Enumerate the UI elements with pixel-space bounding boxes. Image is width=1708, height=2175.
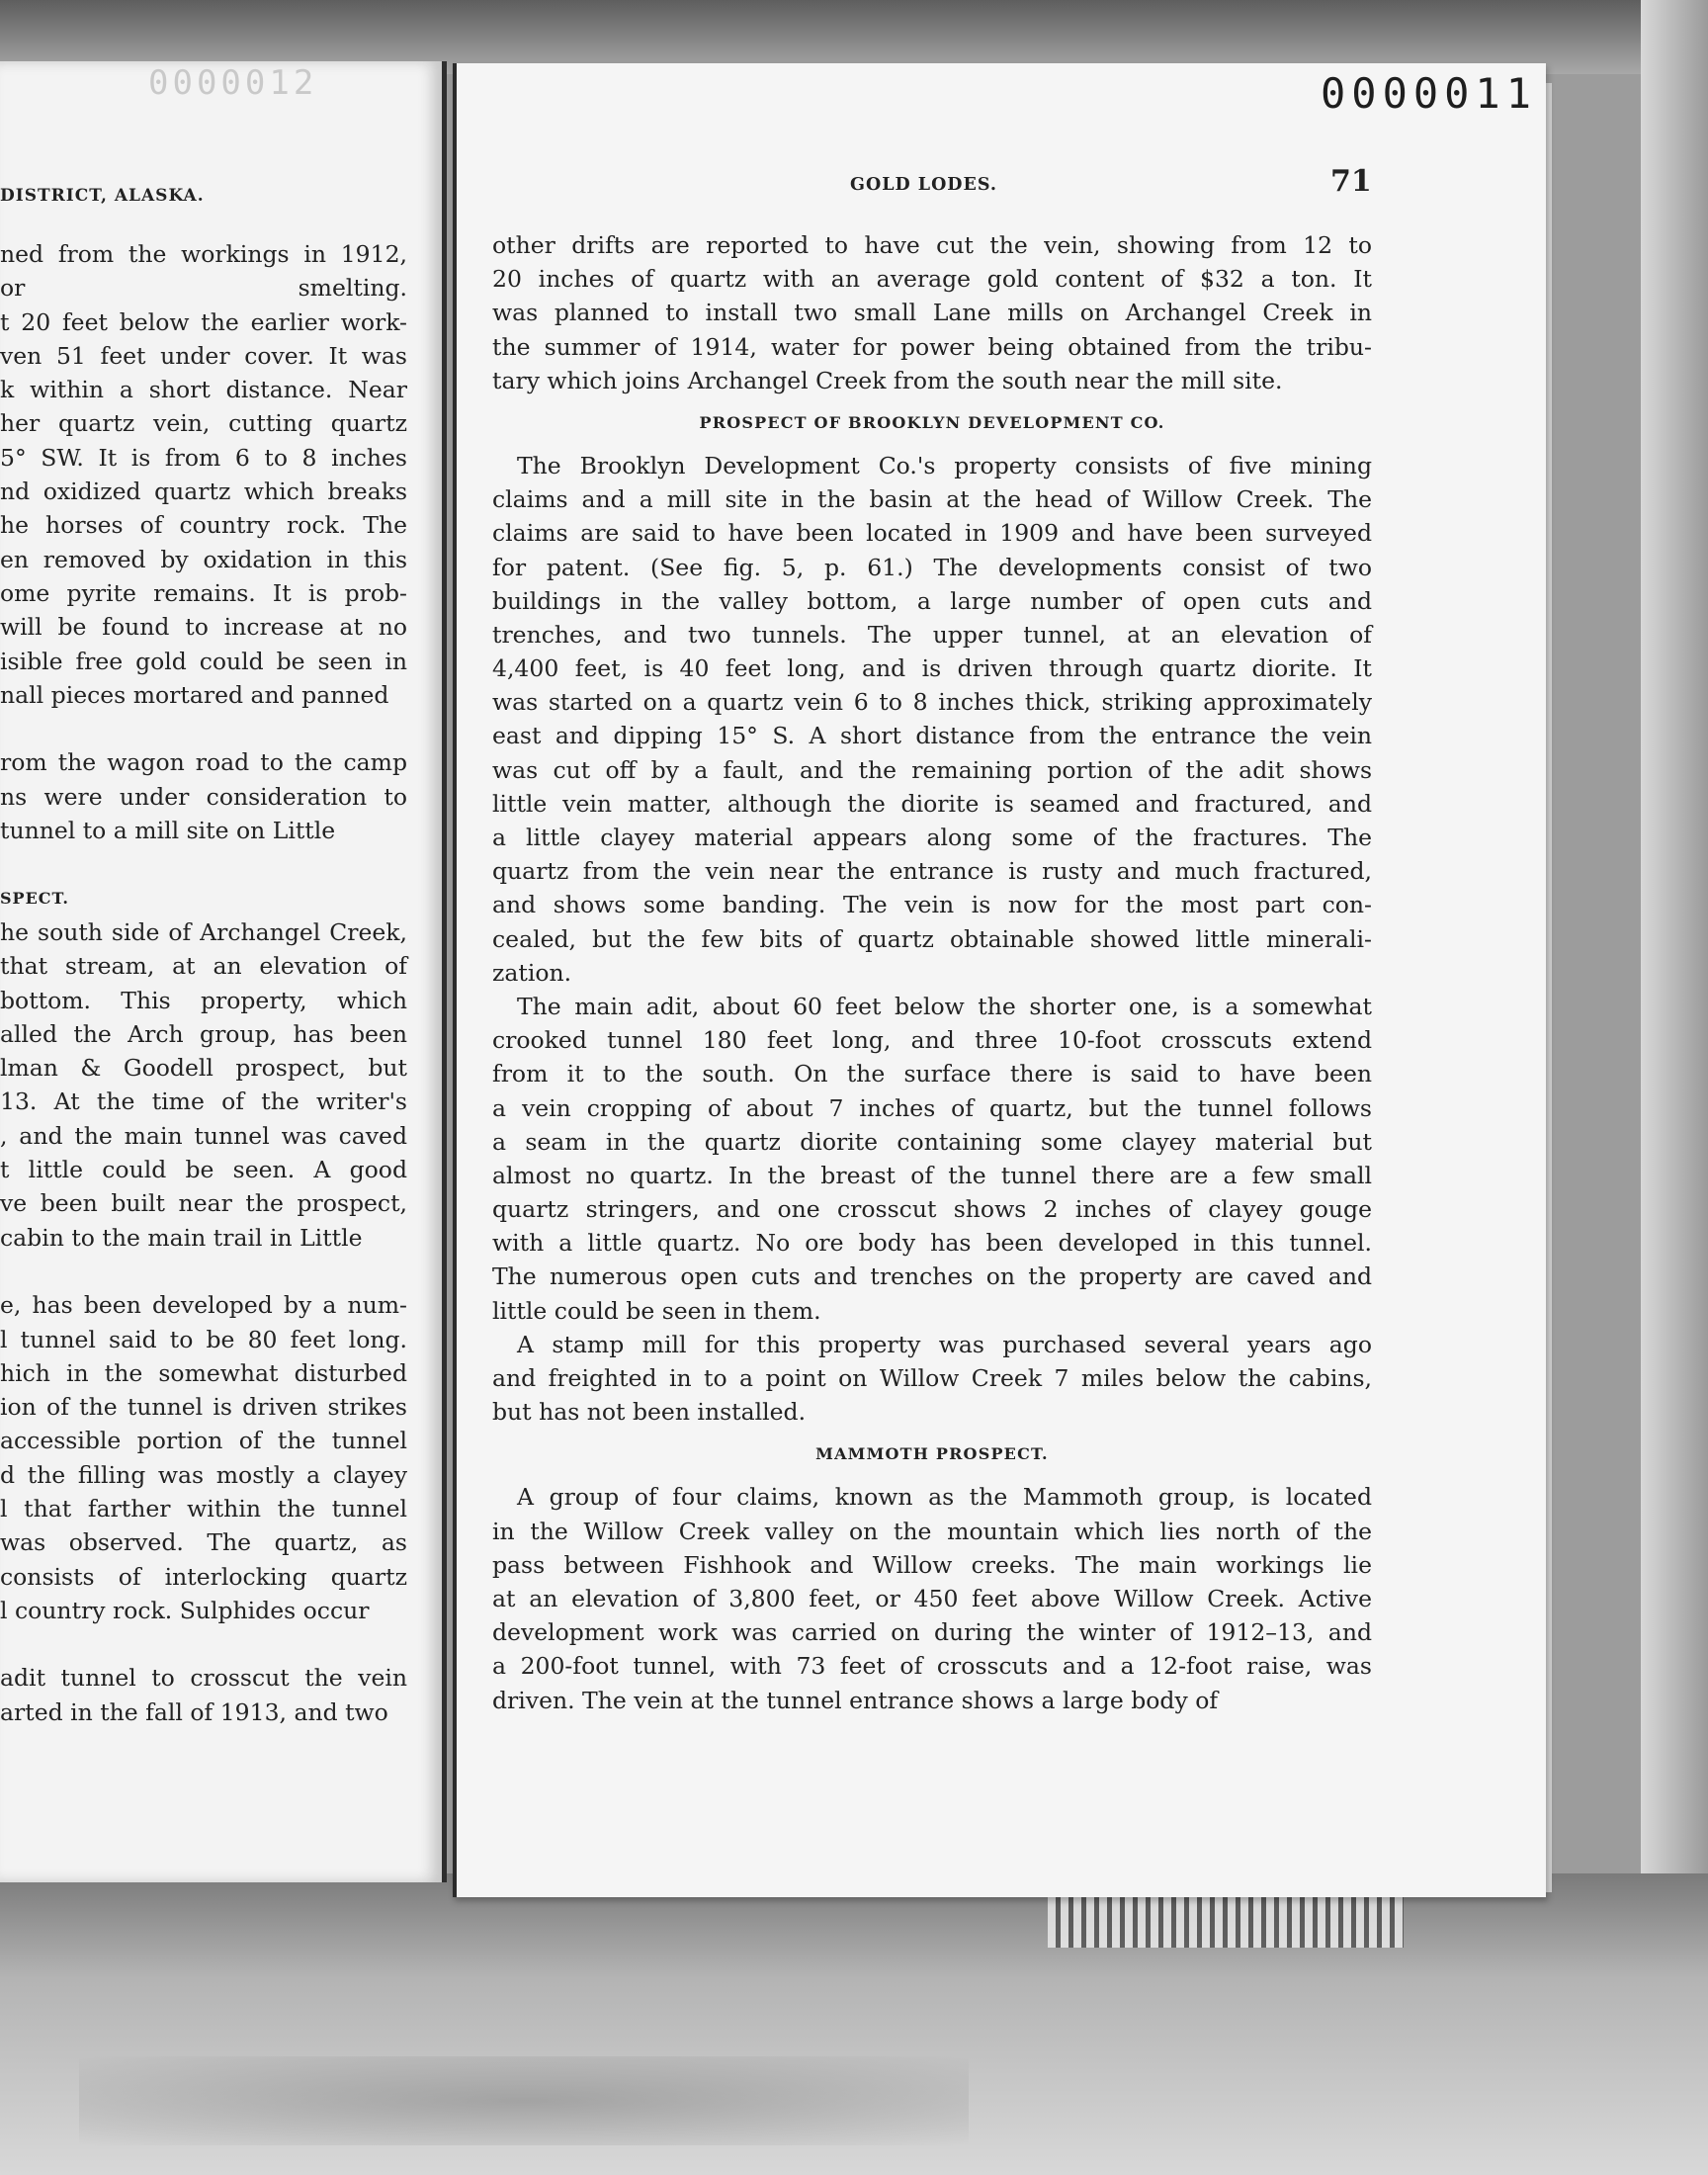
- left-text-line: accessible portion of the tunnel: [0, 1427, 407, 1455]
- text-line: claims and a mill site in the basin at the head of Willow Creek. The: [492, 485, 1372, 514]
- left-text-line: t 20 feet below the earlier work-: [0, 307, 407, 336]
- text-line: from it to the south. On the surface there is said to have been: [492, 1060, 1372, 1088]
- left-text-line: her quartz vein, cutting quartz: [0, 409, 407, 438]
- text-line: a 200-foot tunnel, with 73 feet of crosscuts and a 12-foot raise, was: [492, 1652, 1372, 1681]
- text-line: The Brooklyn Development Co.'s property consists of five mining: [517, 451, 1372, 479]
- right-page: [453, 63, 1546, 1897]
- left-text-line: consists of interlocking quartz: [0, 1562, 407, 1591]
- left-text-line: adit tunnel to crosscut the vein: [0, 1664, 407, 1693]
- text-line: crooked tunnel 180 feet long, and three 10-foot crosscuts extend: [492, 1026, 1372, 1055]
- text-line: a little clayey material appears along some of the fractures. The: [492, 824, 1372, 851]
- left-text-line: hich in the somewhat disturbed: [0, 1358, 407, 1387]
- text-line: little vein matter, although the diorite is seamed and fractured, and: [492, 789, 1372, 818]
- page-body-text: [492, 228, 1372, 1717]
- text-line: was planned to install two small Lane mills on Archangel Creek in: [492, 299, 1372, 327]
- text-line: other drifts are reported to have cut the vein, showing from 12 to: [492, 231, 1372, 259]
- text-line: east and dipping 15° S. A short distance from the entrance the vein: [492, 722, 1372, 750]
- left-text-line: 13. At the time of the writer's: [0, 1088, 407, 1116]
- text-line: trenches, and two tunnels. The upper tunnel, at an elevation of: [492, 620, 1372, 649]
- left-text-line: arted in the fall of 1913, and two: [0, 1697, 388, 1726]
- left-page-text: [0, 237, 407, 1729]
- text-line: tary which joins Archangel Creek from the south near the mill site.: [492, 366, 1283, 394]
- left-text-line: l that farther within the tunnel: [0, 1494, 407, 1522]
- running-head: GOLD LODES.: [850, 175, 997, 195]
- text-line: The main adit, about 60 feet below the shorter one, is a somewhat: [517, 992, 1372, 1020]
- scanner-background-right: [1641, 0, 1708, 1928]
- text-line: almost no quartz. In the breast of the tunnel there are a few small: [492, 1161, 1372, 1189]
- text-line: A group of four claims, known as the Mammoth group, is located: [517, 1483, 1372, 1512]
- left-text-line: isible free gold could be seen in: [0, 647, 407, 675]
- left-text-line: d the filling was mostly a clayey: [0, 1460, 407, 1489]
- left-text-line: k within a short distance. Near: [0, 376, 407, 404]
- section-heading: PROSPECT OF BROOKLYN DEVELOPMENT CO.: [699, 412, 1165, 432]
- left-text-line: he horses of country rock. The: [0, 511, 407, 540]
- left-text-line: 5° SW. It is from 6 to 8 inches: [0, 443, 407, 472]
- left-page: [0, 61, 447, 1882]
- section-heading: MAMMOTH PROSPECT.: [815, 1444, 1049, 1464]
- left-text-line: ned from the workings in 1912,: [0, 240, 407, 268]
- left-text-line: he south side of Archangel Creek,: [0, 917, 407, 946]
- left-text-line: l country rock. Sulphides occur: [0, 1596, 370, 1624]
- left-text-line: l tunnel said to be 80 feet long.: [0, 1325, 407, 1353]
- text-line: and freighted in to a point on Willow Creek 7 miles below the cabins,: [492, 1364, 1372, 1392]
- text-line: buildings in the valley bottom, a large number of open cuts and: [492, 586, 1372, 615]
- text-line: A stamp mill for this property was purchased several years ago: [517, 1330, 1372, 1358]
- left-text-line: nall pieces mortared and panned: [0, 680, 389, 709]
- blank-line: [0, 712, 407, 745]
- text-line: cealed, but the few bits of quartz obtainable showed little minerali-: [492, 924, 1372, 953]
- text-line: in the Willow Creek valley on the mountain which lies north of the: [492, 1517, 1372, 1545]
- scan-smudge: [79, 2056, 969, 2145]
- text-line: with a little quartz. No ore body has been developed in this tunnel.: [492, 1229, 1372, 1258]
- text-line: was started on a quartz vein 6 to 8 inches thick, striking approximately: [492, 688, 1372, 717]
- blank-line: [0, 847, 407, 881]
- left-text-line: tunnel to a mill site on Little: [0, 817, 336, 845]
- left-text-line: will be found to increase at no: [0, 613, 407, 642]
- left-text-line: e, has been developed by a num-: [0, 1291, 407, 1320]
- text-line: for patent. (See fig. 5, p. 61.) The developments consist of two: [492, 553, 1372, 581]
- text-line: at an elevation of 3,800 feet, or 450 feet above Willow Creek. Active: [492, 1584, 1372, 1612]
- left-text-line: was observed. The quartz, as: [0, 1528, 407, 1557]
- left-text-line: alled the Arch group, has been: [0, 1019, 407, 1048]
- left-text-line: ven 51 feet under cover. It was: [0, 341, 407, 370]
- left-text-line: ome pyrite remains. It is prob-: [0, 578, 407, 607]
- text-line: little could be seen in them.: [492, 1296, 821, 1325]
- left-text-line: nd oxidized quartz which breaks: [0, 478, 407, 506]
- left-text-line: , and the main tunnel was caved: [0, 1121, 407, 1150]
- text-line: was cut off by a fault, and the remaining portion of the adit shows: [492, 755, 1372, 784]
- left-text-line: t little could be seen. A good: [0, 1156, 407, 1184]
- text-line: The numerous open cuts and trenches on the property are caved and: [492, 1262, 1372, 1291]
- left-text-line: lman & Goodell prospect, but: [0, 1054, 407, 1083]
- left-text-line: ns were under consideration to: [0, 782, 407, 811]
- blank-line: [0, 1627, 407, 1661]
- text-line: and shows some banding. The vein is now for the most part con-: [492, 891, 1372, 919]
- text-line: pass between Fishhook and Willow creeks. The main workings lie: [492, 1550, 1372, 1579]
- text-line: zation.: [492, 958, 572, 987]
- left-text-line: rom the wagon road to the camp: [0, 748, 407, 777]
- left-text-line: cabin to the main trail in Little: [0, 1223, 363, 1252]
- text-line: a seam in the quartz diorite containing some clayey material but: [492, 1127, 1372, 1156]
- left-text-line: en removed by oxidation in this: [0, 545, 407, 573]
- left-text-line: that stream, at an elevation of: [0, 952, 407, 981]
- left-running-head: DISTRICT, ALASKA.: [0, 186, 205, 206]
- left-text-line: SPECT.: [0, 888, 69, 908]
- left-text-line: ve been built near the prospect,: [0, 1189, 407, 1218]
- left-text-line: bottom. This property, which: [0, 986, 407, 1014]
- text-line: driven. The vein at the tunnel entrance shows a large body of: [492, 1686, 1219, 1714]
- page-number: 71: [1330, 164, 1372, 199]
- text-line: 4,400 feet, is 40 feet long, and is driven through quartz diorite. It: [492, 654, 1372, 683]
- text-line: a vein cropping of about 7 inches of quartz, but the tunnel follows: [492, 1093, 1372, 1122]
- text-line: development work was carried on during the winter of 1912–13, and: [492, 1618, 1372, 1647]
- text-line: claims are said to have been located in 1909 and have been surveyed: [492, 519, 1372, 548]
- left-text-line: ion of the tunnel is driven strikes: [0, 1393, 407, 1422]
- left-page-stamp-number: 0000012: [148, 63, 318, 103]
- page-stamp-number: 0000011: [1321, 69, 1538, 118]
- text-line: 20 inches of quartz with an average gold content of $32 a ton. It: [492, 265, 1372, 294]
- text-line: but has not been installed.: [492, 1398, 807, 1427]
- text-line: the summer of 1914, water for power being obtained from the tribu-: [492, 332, 1372, 361]
- blank-line: [0, 1255, 407, 1288]
- left-text-line: or smelting.: [0, 274, 407, 303]
- text-line: quartz from the vein near the entrance is rusty and much fractured,: [492, 857, 1372, 886]
- text-line: quartz stringers, and one crosscut shows 2 inches of clayey gouge: [492, 1195, 1372, 1224]
